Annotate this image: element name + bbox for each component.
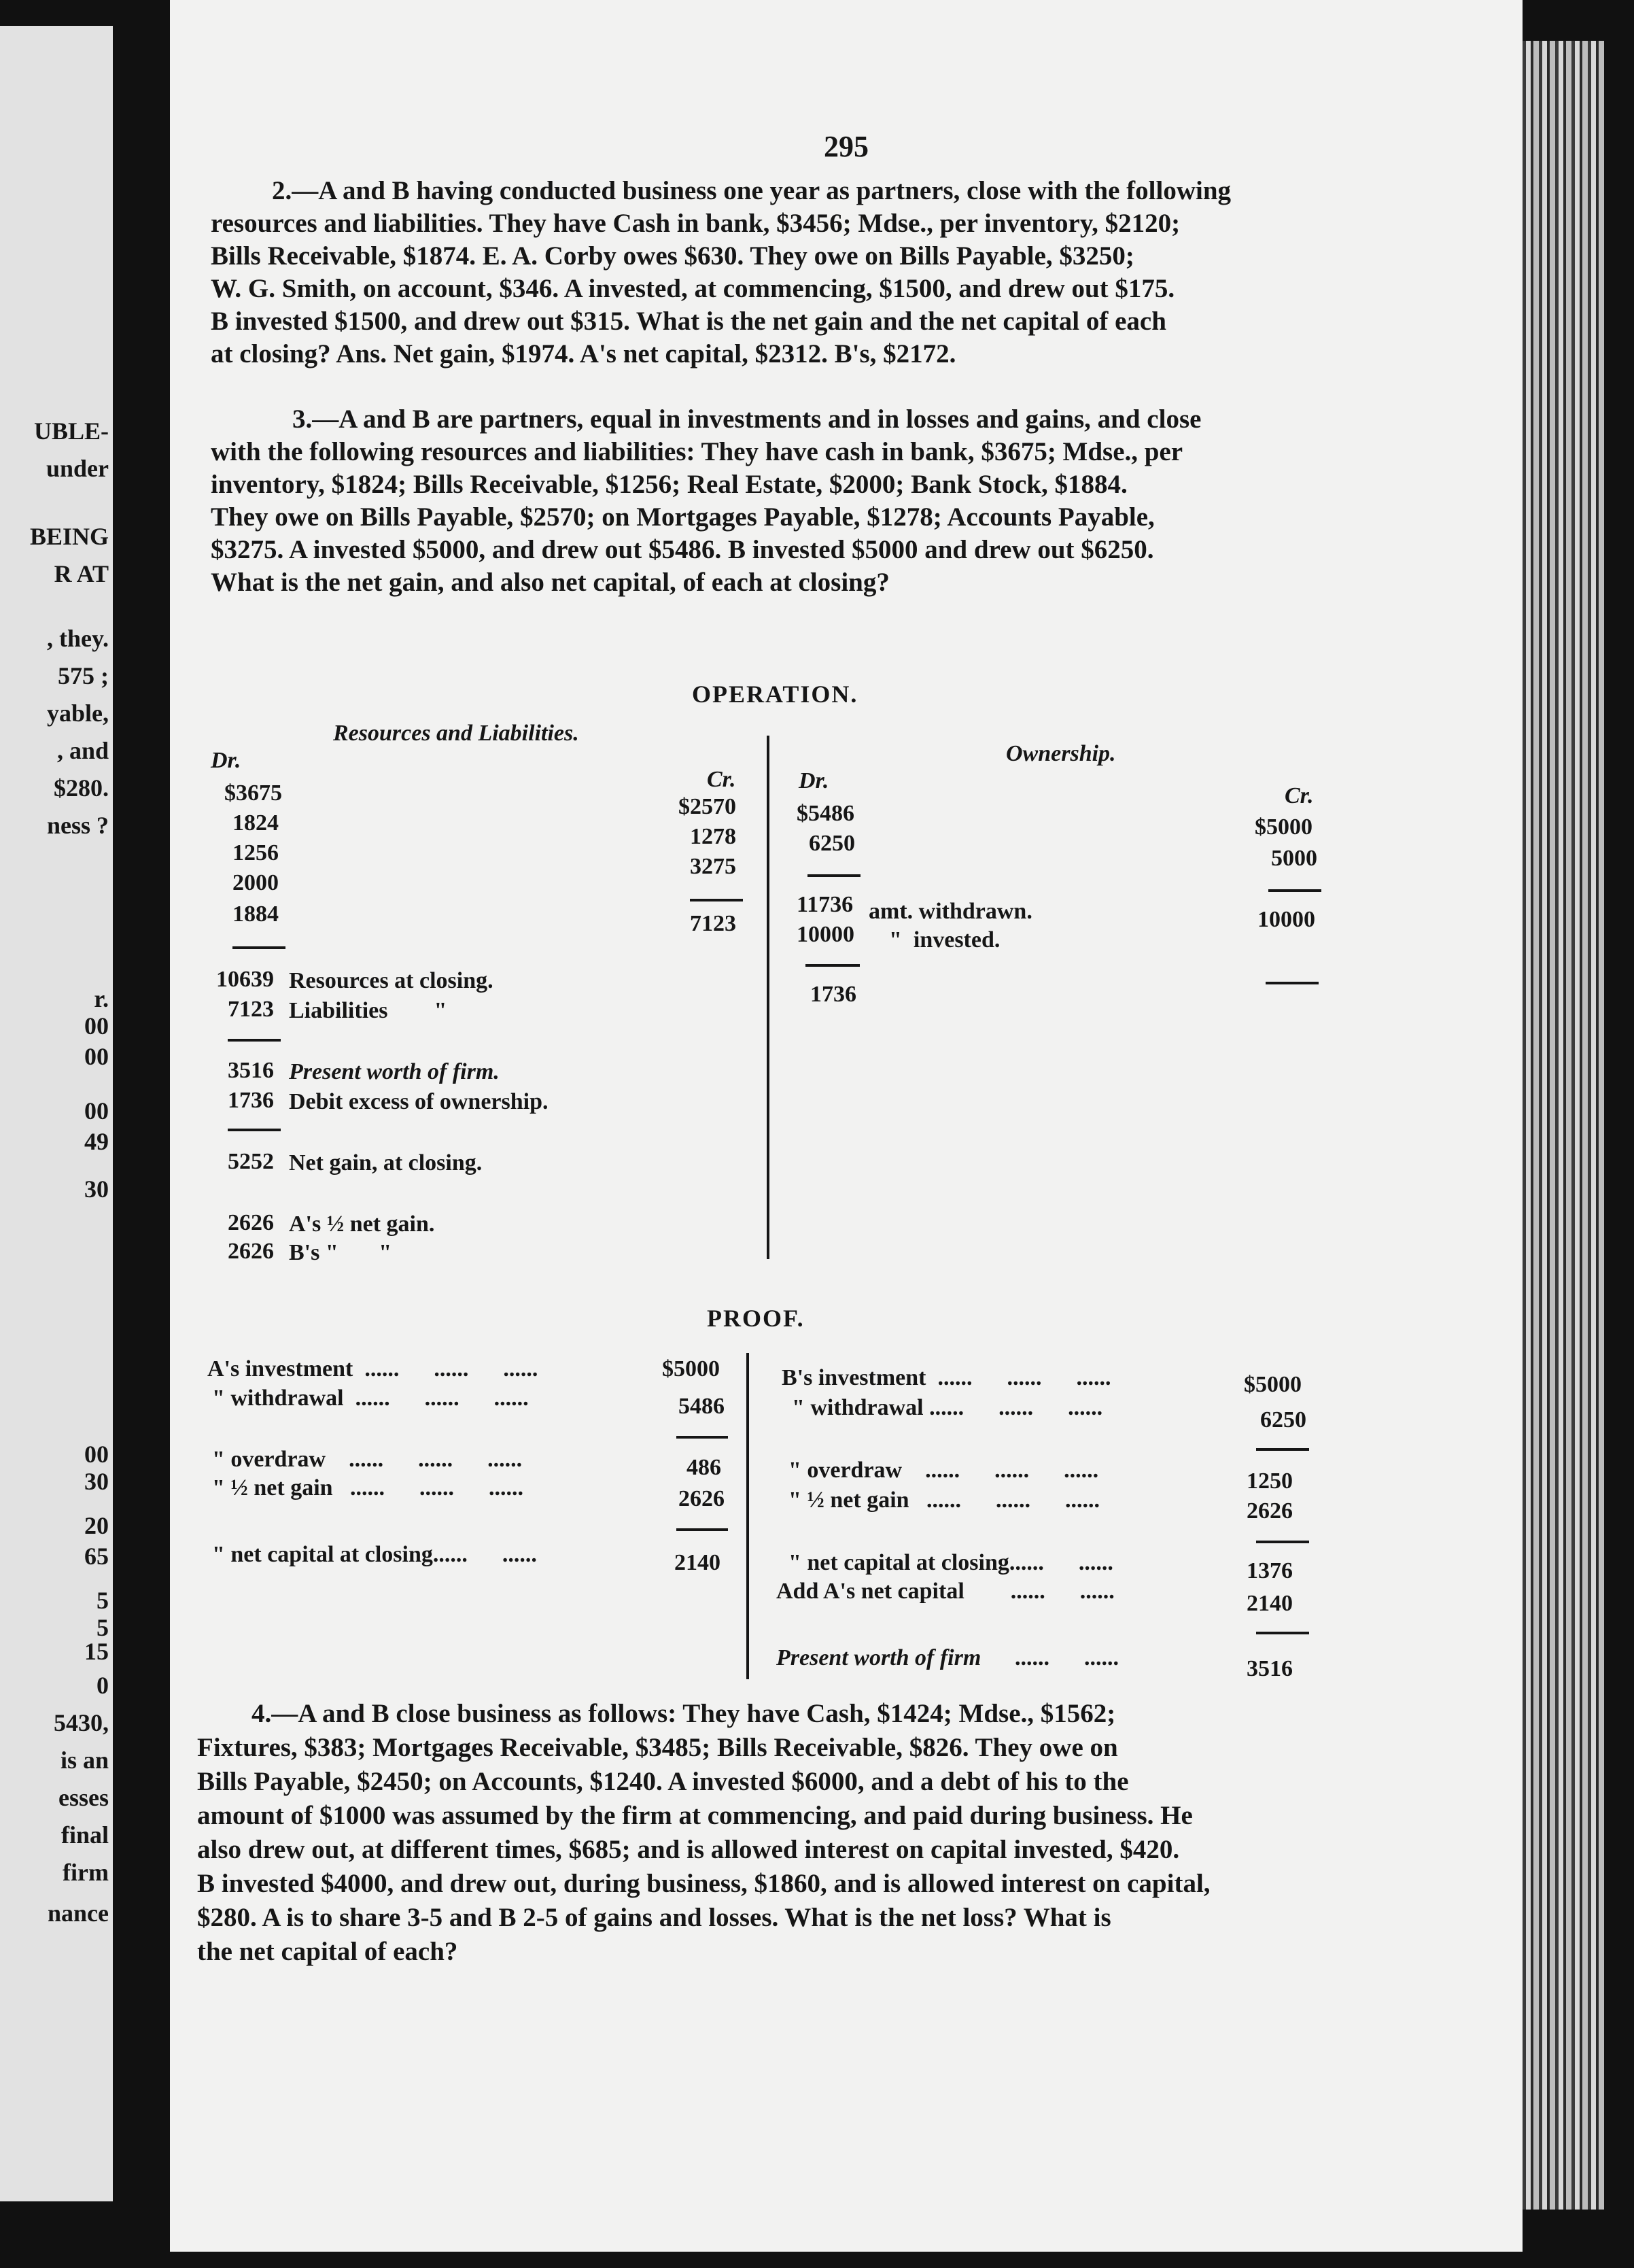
proof-value: 1250	[1247, 1468, 1293, 1494]
proof-value: 6250	[1260, 1407, 1306, 1432]
rl-line-text: Net gain, at closing.	[289, 1150, 483, 1175]
rl-line-text: Debit excess of ownership.	[289, 1089, 549, 1114]
rl-dr-value: 1824	[232, 810, 279, 836]
proof-label: Present worth of firm ...... ......	[776, 1645, 1120, 1670]
margin-fragment: yable,	[46, 700, 109, 727]
rl-line-text: B's " "	[289, 1240, 392, 1265]
text-line: 4.—A and B close business as follows: They have Cash, $1424; Mdse., $1562;	[251, 1699, 1116, 1728]
text-line: resources and liabilities. They have Cash in bank, $3456; Mdse., per inventory, $2120;	[211, 209, 1181, 238]
rl-line-number: 10639	[216, 967, 274, 992]
proof-label: " net capital at closing...... ......	[212, 1542, 537, 1567]
margin-fragment: ness ?	[46, 812, 109, 839]
margin-fragment: is an	[60, 1747, 109, 1774]
rl-line-number: 2626	[228, 1239, 274, 1264]
sum-rule	[805, 964, 860, 967]
book-page-edges	[1523, 41, 1604, 2210]
margin-fragment: final	[60, 1821, 109, 1849]
proof-label: " ½ net gain ...... ...... ......	[212, 1475, 524, 1500]
own-dr-value: 6250	[809, 831, 855, 856]
rl-dr-value: 1256	[232, 840, 279, 865]
margin-fragment: 15	[84, 1638, 109, 1665]
sum-rule	[228, 1129, 281, 1131]
margin-fragment: 5	[97, 1614, 109, 1641]
proof-label: " net capital at closing...... ......	[788, 1550, 1113, 1575]
sum-rule	[1266, 982, 1319, 984]
proof-label: " withdrawal ...... ...... ......	[792, 1395, 1103, 1420]
sum-rule	[1256, 1541, 1309, 1543]
rl-line-number: 3516	[228, 1058, 274, 1083]
margin-fragment: firm	[63, 1859, 109, 1886]
rl-cr-value: 3275	[690, 854, 736, 879]
margin-fragment: 30	[84, 1175, 109, 1203]
rl-line-number: 5252	[228, 1149, 274, 1174]
rl-line-number: 1736	[228, 1088, 274, 1113]
own-line-text: " invested.	[889, 927, 1001, 952]
margin-fragment: esses	[58, 1784, 109, 1811]
text-line: They owe on Bills Payable, $2570; on Mortgages Payable, $1278; Accounts Payable,	[211, 502, 1155, 532]
text-line: amount of $1000 was assumed by the firm at commencing, and paid during business. He	[197, 1801, 1193, 1830]
margin-fragment: 49	[84, 1128, 109, 1155]
text-line: What is the net gain, and also net capital, of each at closing?	[211, 568, 890, 597]
sum-rule	[676, 1436, 728, 1439]
text-line: 2.—A and B having conducted business one year as partners, close with the following	[272, 176, 1232, 205]
sum-rule	[1256, 1632, 1309, 1634]
proof-value: 3516	[1247, 1656, 1293, 1681]
proof-value: 1376	[1247, 1558, 1293, 1583]
margin-fragment: BEING	[29, 523, 109, 550]
proof-value: 2140	[674, 1550, 720, 1575]
margin-fragment: 0	[97, 1672, 109, 1699]
margin-fragment: 20	[84, 1512, 109, 1539]
margin-fragment: under	[46, 455, 109, 482]
page-number: 295	[824, 130, 869, 163]
margin-fragment: 00	[84, 1012, 109, 1040]
rl-cr-value: 1278	[690, 824, 736, 849]
sum-rule	[232, 946, 285, 949]
sum-rule	[1268, 889, 1321, 892]
text-line: $3275. A invested $5000, and drew out $5486. B invested $5000 and drew out $6250.	[211, 535, 1154, 564]
sum-rule	[690, 899, 743, 901]
margin-fragment: 00	[84, 1043, 109, 1070]
book-page	[170, 0, 1523, 2252]
rl-line-number: 7123	[228, 997, 274, 1022]
text-line: B invested $1500, and drew out $315. What is the net gain and the net capital of each	[211, 307, 1166, 336]
own-dr-label: Dr.	[799, 768, 829, 793]
rl-cr-label: Cr.	[707, 767, 736, 792]
text-line: Bills Receivable, $1874. E. A. Corby owes $630. They owe on Bills Payable, $3250;	[211, 241, 1134, 271]
text-line: also drew out, at different times, $685; and is allowed interest on capital invested, $420.	[197, 1835, 1180, 1864]
own-cr-value: $5000	[1255, 814, 1313, 840]
margin-fragment: 00	[84, 1097, 109, 1124]
text-line: Fixtures, $383; Mortgages Receivable, $3485; Bills Receivable, $826. They owe on	[197, 1733, 1118, 1762]
sum-rule	[228, 1039, 281, 1042]
margin-fragment: 30	[84, 1468, 109, 1495]
margin-fragment: r.	[94, 985, 109, 1012]
proof-value: 2626	[1247, 1498, 1293, 1524]
margin-fragment: $280.	[54, 774, 109, 802]
proof-label: " ½ net gain ...... ...... ......	[788, 1488, 1100, 1513]
text-line: B invested $4000, and drew out, during business, $1860, and is allowed interest on capital,	[197, 1869, 1211, 1898]
margin-fragment: 575 ;	[58, 662, 109, 689]
resources-liabilities-title: Resources and Liabilities.	[333, 721, 579, 746]
margin-fragment: UBLE-	[33, 417, 109, 445]
text-line: $280. A is to share 3-5 and B 2-5 of gains and losses. What is the net loss? What is	[197, 1903, 1111, 1932]
operation-heading: OPERATION.	[692, 681, 858, 708]
text-line: with the following resources and liabilities: They have cash in bank, $3675; Mdse., per	[211, 437, 1183, 466]
margin-fragment: R AT	[54, 560, 109, 587]
proof-value: 486	[686, 1455, 721, 1480]
text-line: the net capital of each?	[197, 1937, 458, 1966]
ownership-title: Ownership.	[1006, 741, 1116, 766]
text-line: inventory, $1824; Bills Receivable, $1256; Real Estate, $2000; Bank Stock, $1884.	[211, 470, 1128, 499]
proof-divider	[746, 1353, 749, 1679]
own-line-text: amt. withdrawn.	[869, 899, 1032, 924]
rl-dr-value: $3675	[224, 780, 282, 806]
rl-line-text: Present worth of firm.	[289, 1059, 500, 1084]
proof-label: " overdraw ...... ...... ......	[788, 1458, 1099, 1483]
margin-fragment: , they.	[46, 625, 109, 652]
margin-fragment: nance	[48, 1900, 109, 1927]
text-line: Bills Payable, $2450; on Accounts, $1240. A invested $6000, and a debt of his to the	[197, 1767, 1129, 1796]
rl-line-text: A's ½ net gain.	[289, 1212, 435, 1237]
own-cr-total: 10000	[1257, 907, 1315, 932]
text-line: 3.—A and B are partners, equal in investments and in losses and gains, and close	[292, 405, 1202, 434]
margin-fragment: 65	[84, 1543, 109, 1570]
margin-fragment: , and	[56, 737, 109, 764]
sum-rule	[807, 874, 861, 877]
margin-fragment: 00	[84, 1441, 109, 1468]
rl-cr-value: $2570	[678, 794, 736, 819]
own-line-number: 10000	[797, 922, 854, 947]
proof-label: " overdraw ...... ...... ......	[212, 1447, 523, 1472]
operation-divider	[767, 736, 769, 1259]
proof-heading: PROOF.	[707, 1305, 805, 1332]
rl-line-text: Liabilities "	[289, 998, 447, 1023]
proof-label: A's investment ...... ...... ......	[207, 1356, 538, 1381]
rl-dr-value: 1884	[232, 901, 279, 927]
own-dr-value: $5486	[797, 801, 854, 826]
proof-value: 2140	[1247, 1591, 1293, 1616]
margin-fragment: 5430,	[54, 1709, 109, 1736]
text-line: W. G. Smith, on account, $346. A invested, at commencing, $1500, and drew out $175.	[211, 274, 1175, 303]
previous-page-strip	[0, 26, 113, 2201]
text-line: at closing? Ans. Net gain, $1974. A's net capital, $2312. B's, $2172.	[211, 339, 956, 368]
proof-value: 5486	[678, 1394, 725, 1419]
rl-line-text: Resources at closing.	[289, 968, 493, 993]
own-line-number: 11736	[797, 892, 854, 917]
rl-line-number: 2626	[228, 1210, 274, 1235]
rl-dr-value: 2000	[232, 870, 279, 895]
proof-value: $5000	[1244, 1372, 1302, 1397]
proof-label: B's investment ...... ...... ......	[782, 1365, 1111, 1390]
rl-dr-label: Dr.	[211, 748, 241, 773]
sum-rule	[1256, 1448, 1309, 1451]
own-line-number: 1736	[810, 982, 856, 1007]
proof-label: " withdrawal ...... ...... ......	[212, 1386, 529, 1411]
proof-value: $5000	[662, 1356, 720, 1381]
sum-rule	[676, 1528, 728, 1531]
margin-fragment: 5	[97, 1587, 109, 1614]
rl-cr-total: 7123	[690, 911, 736, 936]
own-cr-label: Cr.	[1285, 783, 1314, 808]
proof-label: Add A's net capital ...... ......	[776, 1579, 1115, 1604]
proof-value: 2626	[678, 1486, 725, 1511]
own-cr-value: 5000	[1271, 846, 1317, 871]
